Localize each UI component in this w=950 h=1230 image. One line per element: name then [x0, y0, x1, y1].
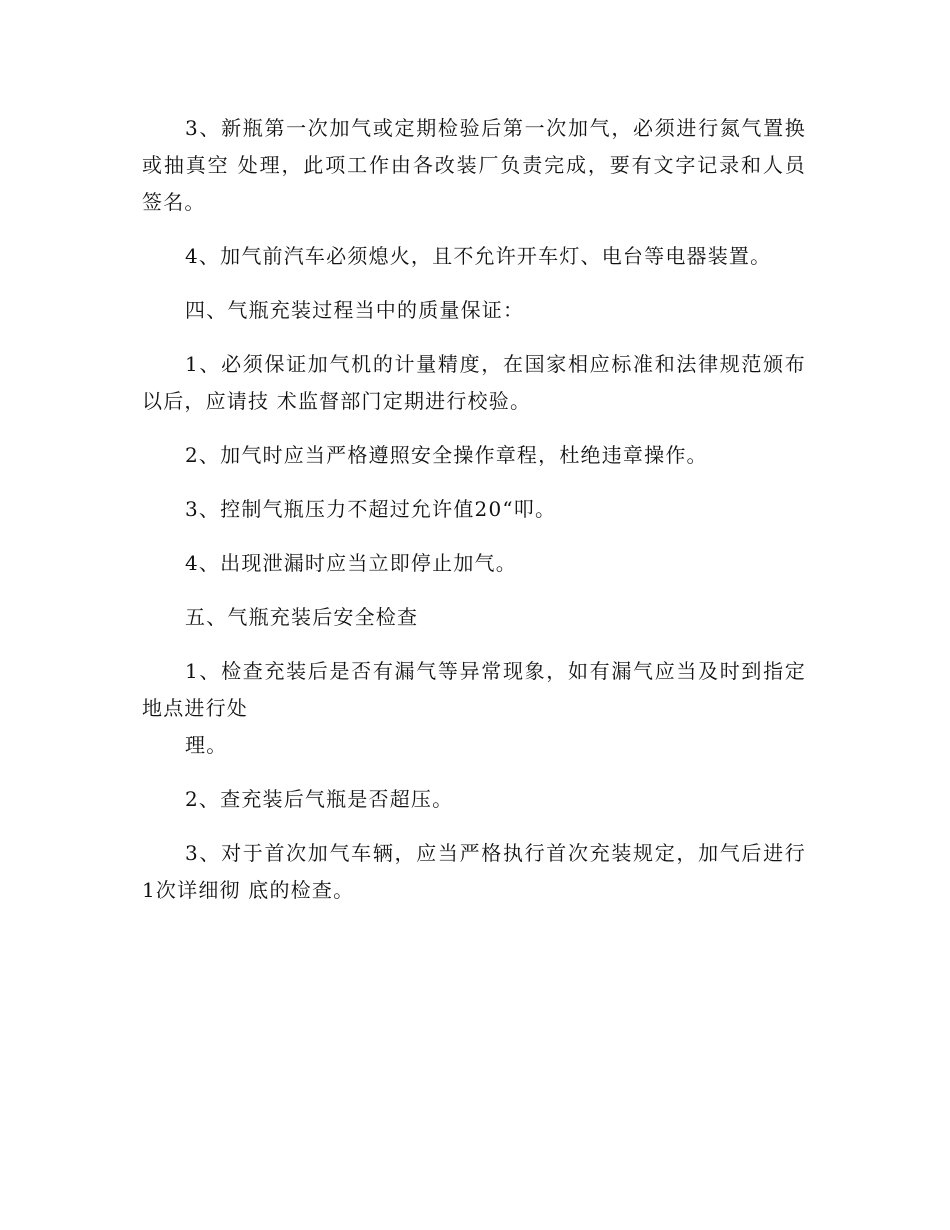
paragraph-leak-check-continuation: 理。 [185, 733, 228, 757]
paragraph-pressure-limit: 3、控制气瓶压力不超过允许值20“叩。 [185, 497, 557, 521]
paragraph-first-fill-inspection: 3、对于首次加气车辆，应当严格执行首次充装规定，加气后进行1次详细彻 底的检查。 [142, 841, 806, 902]
section-heading-post-fill-check: 五、气瓶充装后安全检查 [185, 605, 419, 629]
paragraph-safe-operation: 2、加气时应当严格遵照安全操作章程，杜绝违章操作。 [185, 443, 708, 467]
document-body [142, 110, 806, 909]
paragraph-overpressure-check: 2、查充装后气瓶是否超压。 [185, 787, 454, 811]
paragraph-metering-precision: 1、必须保证加气机的计量精度，在国家相应标准和法律规范颁布以后，应请技 术监督部门定期进行校验。 [142, 352, 806, 413]
section-heading-filling-quality: 四、气瓶充装过程当中的质量保证： [185, 298, 525, 322]
paragraph-leak-check: 1、检查充装后是否有漏气等异常现象，如有漏气应当及时到指定地点进行处 [142, 659, 806, 720]
paragraph-engine-off: 4、加气前汽车必须熄火，且不允许开车灯、电台等电器装置。 [185, 244, 772, 268]
paragraph-leak-stop: 4、出现泄漏时应当立即停止加气。 [185, 551, 517, 575]
paragraph-new-cylinder-first-fill: 3、新瓶第一次加气或定期检验后第一次加气，必须进行氮气置换或抽真空 处理，此项工作由各改装厂负责完成，要有文字记录和人员签名。 [142, 116, 806, 214]
